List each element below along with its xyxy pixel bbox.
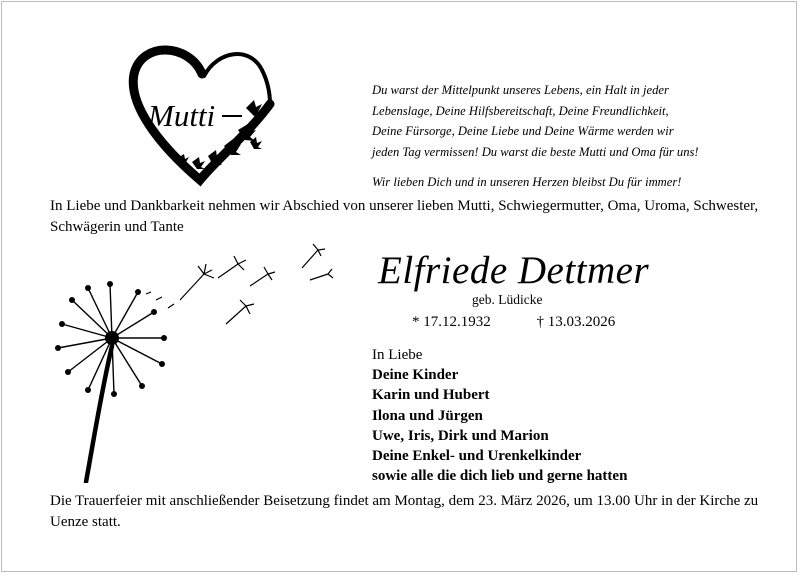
mourner-line: Deine Enkel- und Urenkelkinder: [372, 448, 582, 465]
heart-mutti-logo: [120, 38, 280, 188]
poem-line: Deine Fürsorge, Deine Liebe und Deine Wärme werden wir: [372, 124, 674, 138]
funeral-details: Die Trauerfeier mit anschließender Beisetzung findet am Montag, dem 23. März 2026, um 13.00 Uhr in der Kirche zu Uenze statt.: [50, 493, 759, 530]
poem-line: Du warst der Mittelpunkt unseres Lebens, ein Halt in jeder: [372, 83, 669, 97]
poem-line: Lebenslage, Deine Hilfsbereitschaft, Deine Freundlichkeit,: [372, 103, 669, 118]
poem-closing: Wir lieben Dich und in unseren Herzen bleibst Du für immer!: [372, 175, 682, 189]
mourners-intro: In Liebe: [372, 347, 423, 363]
farewell-intro: In Liebe und Dankbarkeit nehmen wir Abschied von unserer lieben Mutti, Schwiegermutter, Oma, Uroma, Schwester, Schwägerin und Tante: [50, 198, 759, 235]
dandelion-icon: [50, 238, 360, 483]
heart-label: Mutti: [148, 98, 216, 133]
death-date: † 13.03.2026: [536, 314, 616, 330]
poem-line: jeden Tag vermissen! Du warst die beste Mutti und Oma für uns!: [372, 144, 699, 159]
mourner-line: sowie alle die dich lieb und gerne hatten: [372, 468, 628, 485]
memorial-poem: [372, 80, 792, 193]
mourner-line: Ilona und Jürgen: [372, 407, 483, 424]
mourner-line: Uwe, Iris, Dirk und Marion: [372, 427, 549, 444]
mourner-line: Karin und Hubert: [372, 387, 490, 404]
birth-date: * 17.12.1932: [412, 314, 491, 330]
mourners-list: [372, 345, 627, 486]
birth-name: geb. Lüdicke: [472, 292, 543, 307]
mourner-line: Deine Kinder: [372, 367, 459, 384]
life-dates: [412, 314, 615, 331]
deceased-name: Elfriede Dettmer: [378, 249, 650, 292]
